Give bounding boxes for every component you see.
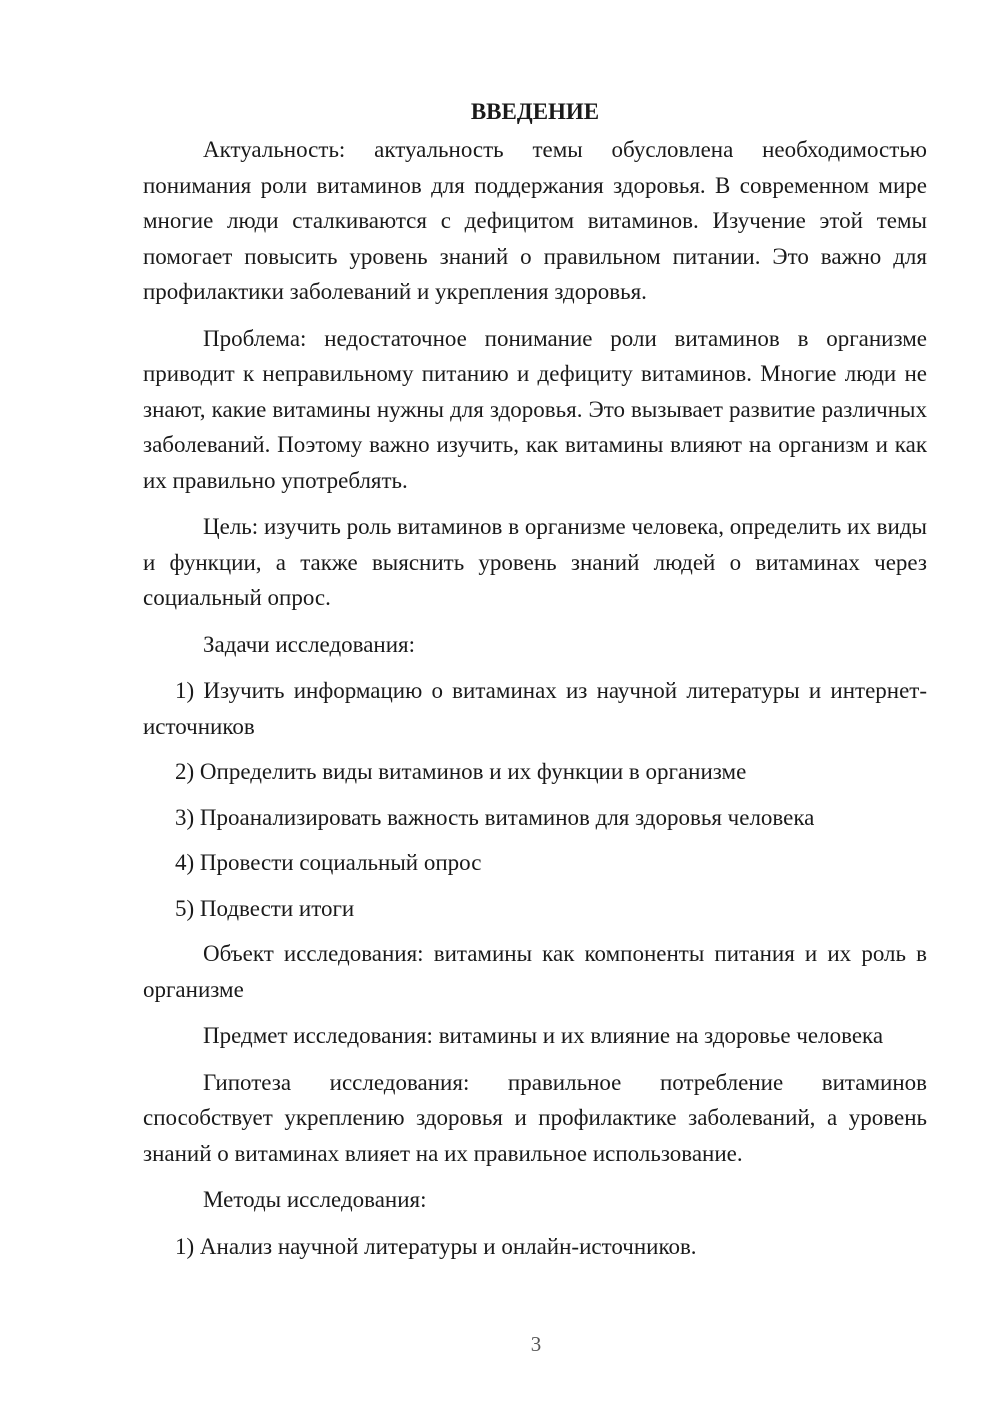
object-paragraph: Объект исследования: витамины как компоненты питания и их роль в организме <box>143 941 927 1002</box>
method-item: 1) Анализ научной литературы и онлайн-источников. <box>175 1233 697 1259</box>
page-number: 3 <box>530 1332 542 1356</box>
task-item: 4) Провести социальный опрос <box>175 850 482 875</box>
problem-paragraph: Проблема: недостаточное понимание роли витаминов в организме приводит к неправильному питанию и дефициту витаминов. Многие люди не знают, какие витамины нужны для здоровья. Это вызывает развитие различных заболеваний. Поэтому важно изучить, как витамины влияют на организм и как их правильно употреблять. <box>143 325 927 493</box>
section-title: ВВЕДЕНИЕ <box>470 99 600 124</box>
task-item: 3) Проанализировать важность витаминов для здоровья человека <box>175 804 815 830</box>
methods-heading: Методы исследования: <box>203 1187 427 1212</box>
goal-paragraph: Цель: изучить роль витаминов в организме человека, определить их виды и функции, а также выяснить уровень знаний людей о витаминах через социальный опрос. <box>143 514 927 610</box>
document-body <box>143 96 927 1274</box>
task-item: 1) Изучить информацию о витаминах из научной литературы и интернет-источников <box>143 678 927 739</box>
subject-paragraph: Предмет исследования: витамины и их влияние на здоровье человека <box>203 1023 884 1048</box>
tasks-heading: Задачи исследования: <box>203 631 416 657</box>
task-item: 2) Определить виды витаминов и их функции в организме <box>175 759 747 784</box>
task-item: 5) Подвести итоги <box>175 895 355 921</box>
hypothesis-paragraph: Гипотеза исследования: правильное потребление витаминов способствует укреплению здоровья и профилактике заболеваний, а уровень знаний о витаминах влияет на их правильное использование. <box>143 1069 927 1166</box>
relevance-paragraph: Актуальность: актуальность темы обусловлена необходимостью понимания роли витаминов для поддержания здоровья. В современном мире многие люди сталкиваются с дефицитом витаминов. Изучение этой темы помогает повысить уровень знаний о правильном питании. Это важно для профилактики заболеваний и укрепления здоровья. <box>143 137 927 304</box>
